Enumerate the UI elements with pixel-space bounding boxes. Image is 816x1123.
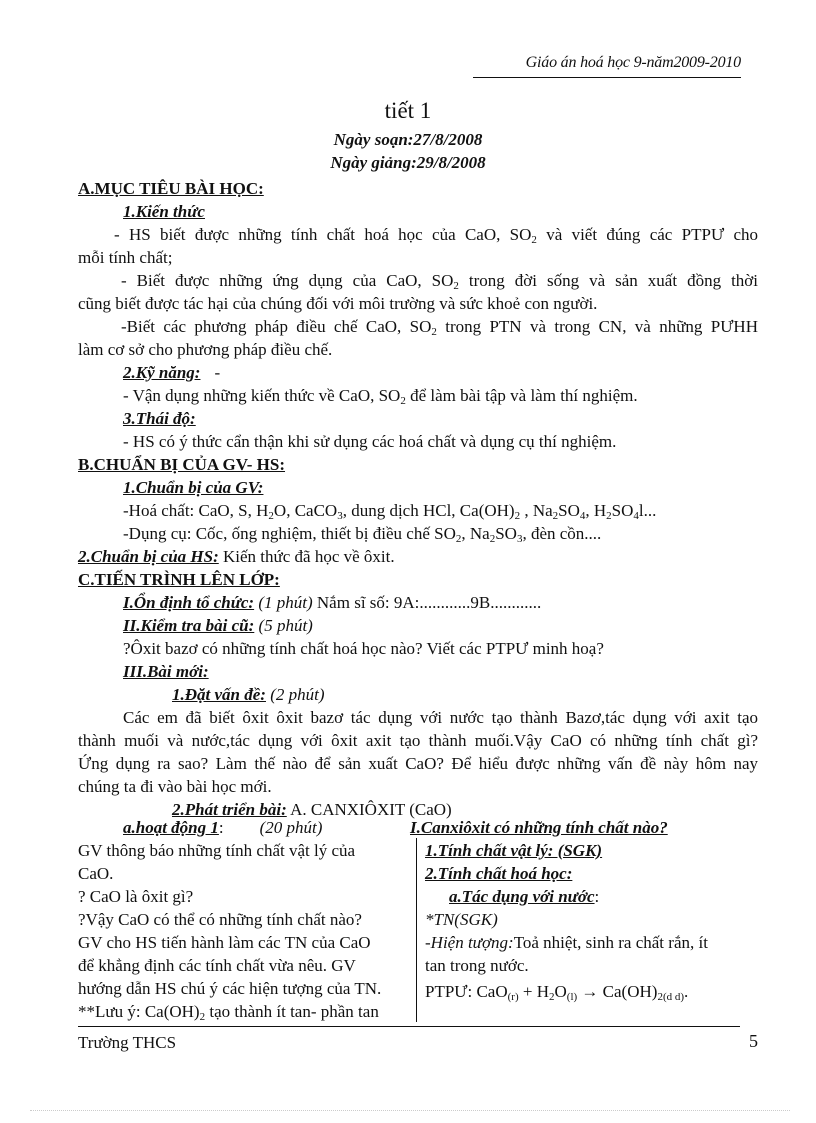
footer-school: Trường THCS bbox=[78, 1033, 177, 1052]
activity-line: ? CaO là ôxit gì? bbox=[78, 887, 194, 906]
date-taught: Ngày giảng:29/8/2008 bbox=[330, 153, 486, 172]
page-bottom-edge bbox=[30, 1110, 790, 1111]
objective-knowledge-2-cont: cũng biết được tác hại của chúng đối với môi trường và sức khoẻ con người. bbox=[78, 294, 598, 313]
teacher-prep-heading: 1.Chuẩn bị của GV: bbox=[123, 478, 264, 497]
experiment-ref: *TN(SGK) bbox=[425, 910, 498, 929]
attitude-heading: 3.Thái độ: bbox=[123, 409, 196, 428]
chemical-properties: 2.Tính chất hoá học: bbox=[425, 864, 573, 883]
objective-attitude: - HS có ý thức cẩn thận khi sử dụng các hoá chất và dụng cụ thí nghiệm. bbox=[123, 432, 617, 451]
content-column bbox=[425, 839, 745, 1003]
lesson-title: tiết 1 bbox=[384, 98, 432, 123]
cao-properties-heading: I.Canxiôxit có những tính chất nào? bbox=[410, 818, 668, 837]
activity-1-heading: a.hoạt động 1: (20 phút) bbox=[123, 818, 323, 837]
objective-skills: - Vận dụng những kiến thức về CaO, $SO_2$ để làm bài tập và làm thí nghiệm. bbox=[123, 386, 638, 407]
intro-line-4: chúng ta đi vào bài học mới. bbox=[78, 777, 272, 796]
activity-line: GV thông báo những tính chất vật lý của bbox=[78, 841, 356, 860]
section-b-heading: B.CHUẨN BỊ CỦA GV- HS: bbox=[78, 455, 286, 474]
reaction-with-water: a.Tác dụng với nước: bbox=[449, 887, 600, 906]
phenomenon-cont: tan trong nước. bbox=[425, 956, 529, 975]
objective-knowledge-3: -Biết các phương pháp điều chế CaO, $SO_2$ trong PTN và trong CN, và những PƯHH bbox=[121, 317, 758, 338]
activity-column bbox=[78, 839, 408, 1023]
activity-line: GV cho HS tiến hành làm các TN của CaO bbox=[78, 933, 371, 952]
footer-rule bbox=[78, 1026, 740, 1027]
activity-line: để khẳng định các tính chất vừa nêu. GV bbox=[78, 956, 356, 975]
student-prep-row: 2.Chuẩn bị của HS: Kiến thức đã học về ôxit. bbox=[78, 547, 395, 566]
page-number: 5 bbox=[749, 1031, 758, 1051]
activity-line: hướng dẫn HS chú ý các hiện tượng của TN. bbox=[78, 979, 382, 998]
intro-line-3: Ứng dụng ra sao? Làm thế nào để sản xuất CaO? Để hiểu được những vấn đề này hôm nay bbox=[78, 754, 758, 773]
intro-line-1: Các em đã biết ôxit ôxit bazơ tác dụng với nước tạo thành Bazơ,tác dụng với axit tạo bbox=[123, 708, 758, 727]
intro-line-2: thành muối và nước,tác dụng với ôxit axit tạo thành muối.Vậy CaO có những tính chất gì? bbox=[78, 731, 758, 750]
objective-knowledge-1-cont: mỗi tính chất; bbox=[78, 248, 173, 267]
tools-list: -Dụng cụ: Cốc, ống nghiệm, thiết bị điều chế $SO_2$, $Na_2SO_3$, đèn cồn.... bbox=[123, 524, 602, 545]
knowledge-heading: 1.Kiến thức bbox=[123, 202, 205, 221]
class-organization: I.Ổn định tổ chức: (1 phút) Nắm sĩ số: 9A:............9B............ bbox=[123, 593, 542, 612]
objective-knowledge-2: - Biết được những ứng dụng của CaO, $SO_2$ trong đời sống và sản xuất đồng thời bbox=[121, 271, 758, 292]
section-a-heading: A.MỤC TIÊU BÀI HỌC: bbox=[78, 179, 264, 198]
date-prepared: Ngày soạn:27/8/2008 bbox=[333, 130, 483, 149]
objective-knowledge-1: - HS biết được những tính chất hoá học của CaO, $SO_2$ và viết đúng các PTPƯ cho bbox=[114, 225, 759, 246]
review-check: II.Kiểm tra bài cũ: (5 phút) bbox=[123, 616, 313, 635]
new-lesson-heading: III.Bài mới: bbox=[123, 662, 209, 681]
activity-line: **Lưu ý: $Ca(OH)_2$ tạo thành ít tan- phần tan bbox=[78, 1002, 379, 1023]
review-question: ?Ôxit bazơ có những tính chất hoá học nào? Viết các PTPƯ minh hoạ? bbox=[123, 639, 604, 658]
skills-heading-row: 2.Kỹ năng: - bbox=[123, 363, 221, 382]
phenomenon: -Hiện tượng:Toả nhiệt, sinh ra chất rắn, ít bbox=[425, 933, 708, 952]
development-heading: 2.Phát triển bài: A. CANXIÔXIT (CaO) bbox=[172, 800, 452, 819]
header-rule bbox=[473, 77, 741, 78]
problem-intro-heading: 1.Đặt vấn đề: (2 phút) bbox=[172, 685, 325, 704]
chemicals-list: -Hoá chất: CaO, S, $H_2O$, CaCO$_3$, dung dịch HCl, $Ca(OH)_2$ , $Na_2SO_4$, $H_2SO_4l$... bbox=[123, 501, 657, 522]
physical-properties: 1.Tính chất vật lý: (SGK) bbox=[425, 841, 603, 860]
table-divider bbox=[416, 838, 417, 1022]
activity-line: CaO. bbox=[78, 864, 114, 883]
skills-heading: 2.Kỹ năng: bbox=[123, 363, 201, 382]
student-prep-heading: 2.Chuẩn bị của HS: bbox=[78, 547, 219, 566]
section-c-heading: C.TIẾN TRÌNH LÊN LỚP: bbox=[78, 570, 280, 589]
activity-line: ?Vậy CaO có thể có những tính chất nào? bbox=[78, 910, 362, 929]
reaction-equation: PTPƯ: $CaO_{(r)} + H_2O_{(l)} \to Ca(OH)_{2(d d)}$. bbox=[425, 982, 689, 1003]
objective-knowledge-3-cont: làm cơ sở cho phương pháp điều chế. bbox=[78, 340, 333, 359]
running-header: Giáo án hoá học 9-năm2009-2010 bbox=[525, 54, 741, 71]
